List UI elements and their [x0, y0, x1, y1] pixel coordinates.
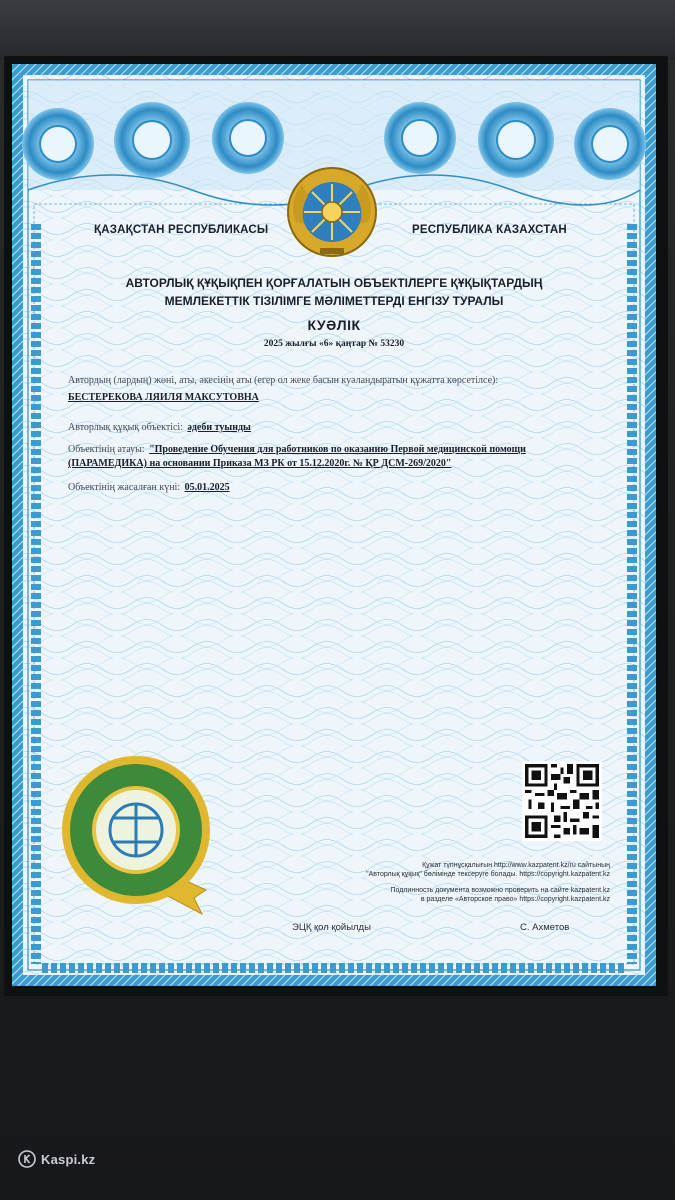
certificate	[12, 64, 656, 986]
certificate-title-line1: АВТОРЛЫҚ ҚҰҚЫҚПЕН ҚОРҒАЛАТЫН ОБЪЕКТІЛЕРГЕ ҚҰҚЫҚТАРДЫҢ	[125, 276, 543, 290]
object-created-label: Объектінің жасалған күні:	[68, 482, 181, 493]
verification-note-kz-line2: "Авторлық құқық" бөлімінде тексеруге болады. https://copyright.kazpatent.kz	[366, 871, 610, 878]
object-name-label: Объектінің атауы:	[68, 444, 145, 455]
object-name-value-2: (ПАРАМЕДИКА) на основании Приказа МЗ РК от 15.12.2020г. № ҚР ДСМ-269/2020"	[68, 458, 452, 469]
qr-code-icon	[522, 761, 602, 841]
country-name-ru: РЕСПУБЛИКА КАЗАХСТАН	[412, 224, 567, 236]
object-created-row	[68, 477, 230, 495]
object-type-row	[68, 417, 251, 435]
object-type-value: әдеби туынды	[187, 422, 251, 433]
kaspi-logo-icon	[18, 1150, 36, 1168]
certificate-title-line2: МЕМЛЕКЕТТІК ТІЗІЛІМГЕ МӘЛІМЕТТЕРДІ ЕНГІЗУ ТУРАЛЫ	[164, 294, 504, 308]
author-value: БЕСТЕРЕКОВА ЛЯИЛЯ МАКСУТОВНА	[68, 392, 259, 403]
author-label: Автордың (лардың) жөні, аты, әкесінің аты (егер ол жеке басын куәландыратын құжатта көрсетілсе):	[68, 375, 499, 386]
object-type-label: Авторлық құқық объектісі:	[68, 422, 183, 433]
verification-note-ru-line2: в разделе «Авторское право» https://copyright.kazpatent.kz	[420, 896, 610, 903]
document-name: КУӘЛІК	[307, 317, 361, 333]
object-name-row	[68, 442, 588, 470]
institute-seal-icon	[56, 752, 216, 920]
verification-note-ru-line1: Подлинность документа возможно проверить на сайте kazpatent.kz	[390, 887, 610, 894]
object-name-value-1: "Проведение Обучения для работников по оказанию Первой медицинской помощи	[149, 444, 526, 455]
watermark-text: Kaspi.kz	[41, 1151, 96, 1167]
photo-background-top	[0, 0, 675, 60]
author-row	[68, 387, 259, 405]
signatory-name: С. Ахметов	[520, 922, 570, 933]
verification-note-kz	[348, 861, 610, 879]
state-emblem-icon	[282, 162, 382, 262]
verification-note-kz-line1: Құжат түпнұсқалығын http://www.kazpatent.kz/ru сайтының	[422, 862, 610, 869]
document-date-number: 2025 жылғы «6» қаңтар № 53230	[263, 339, 405, 349]
verification-note-ru	[348, 886, 610, 904]
country-name-kz: ҚАЗАҚСТАН РЕСПУБЛИКАСЫ	[94, 224, 269, 236]
kaspi-watermark	[18, 1150, 95, 1168]
signature-label: ЭЦҚ қол қойылды	[292, 922, 371, 933]
object-created-value: 05.01.2025	[184, 482, 230, 493]
